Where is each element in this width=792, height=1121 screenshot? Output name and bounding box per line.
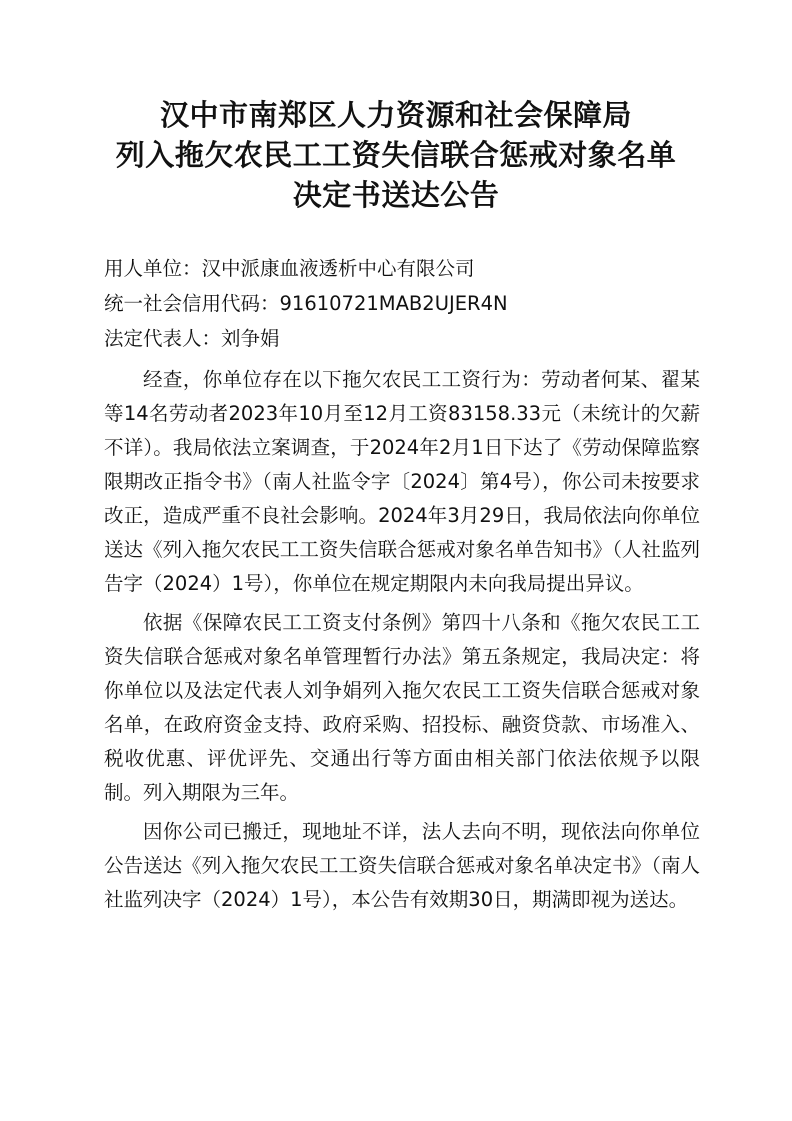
paragraph-decision: 依据《保障农民工工资支付条例》第四十八条和《拖欠农民工工资失信联合惩戒对象名单管理暂行办法》第五条规定，我局决定：将你单位以及法定代表人刘争娟列入拖欠农民工工资失信联合惩戒对象名单，在政府资金支持、政府采购、招投标、融资贷款、市场准入、税收优惠、评优评先、交通出行等方面由相关部门依法依规予以限制。列入期限为三年。 (104, 611, 700, 804)
title-line-1: 汉中市南郑区人力资源和社会保障局 (159, 98, 632, 132)
title-line-2: 列入拖欠农民工工资失信联合惩戒对象名单 (115, 138, 677, 172)
credit-code-label: 统一社会信用代码： (104, 292, 280, 315)
employer-field (104, 255, 475, 283)
credit-code-field (104, 290, 508, 318)
title-line-3: 决定书送达公告 (292, 178, 500, 212)
document-body (104, 363, 700, 922)
employer-value: 汉中派康血液透析中心有限公司 (201, 257, 475, 280)
paragraph-service-notice: 因你公司已搬迁，现地址不详，法人去向不明，现依法向你单位公告送达《列入拖欠农民工工资失信联合惩戒对象名单决定书》（南人社监列决字（2024）1号），本公告有效期30日，期满即视为送达。 (104, 820, 700, 911)
legal-rep-value: 刘争娟 (221, 327, 280, 350)
credit-code-value: 91610721MAB2UJER4N (279, 292, 508, 315)
legal-rep-label: 法定代表人： (104, 327, 222, 350)
employer-label: 用人单位： (104, 257, 202, 280)
paragraph-findings: 经查，你单位存在以下拖欠农民工工资行为：劳动者何某、翟某等14名劳动者2023年10月至12月工资83158.33元（未统计的欠薪不详）。我局依法立案调查，于2024年2月1日下达了《劳动保障监察限期改正指令书》（南人社监令字〔2024〕第4号），你公司未按要求改正，造成严重不良社会影响。2024年3月29日，我局依法向你单位送达《列入拖欠农民工工资失信联合惩戒对象名单告知书》（人社监列告字（2024）1号），你单位在规定期限内未向我局提出异议。 (104, 368, 700, 595)
legal-rep-field (104, 325, 280, 353)
